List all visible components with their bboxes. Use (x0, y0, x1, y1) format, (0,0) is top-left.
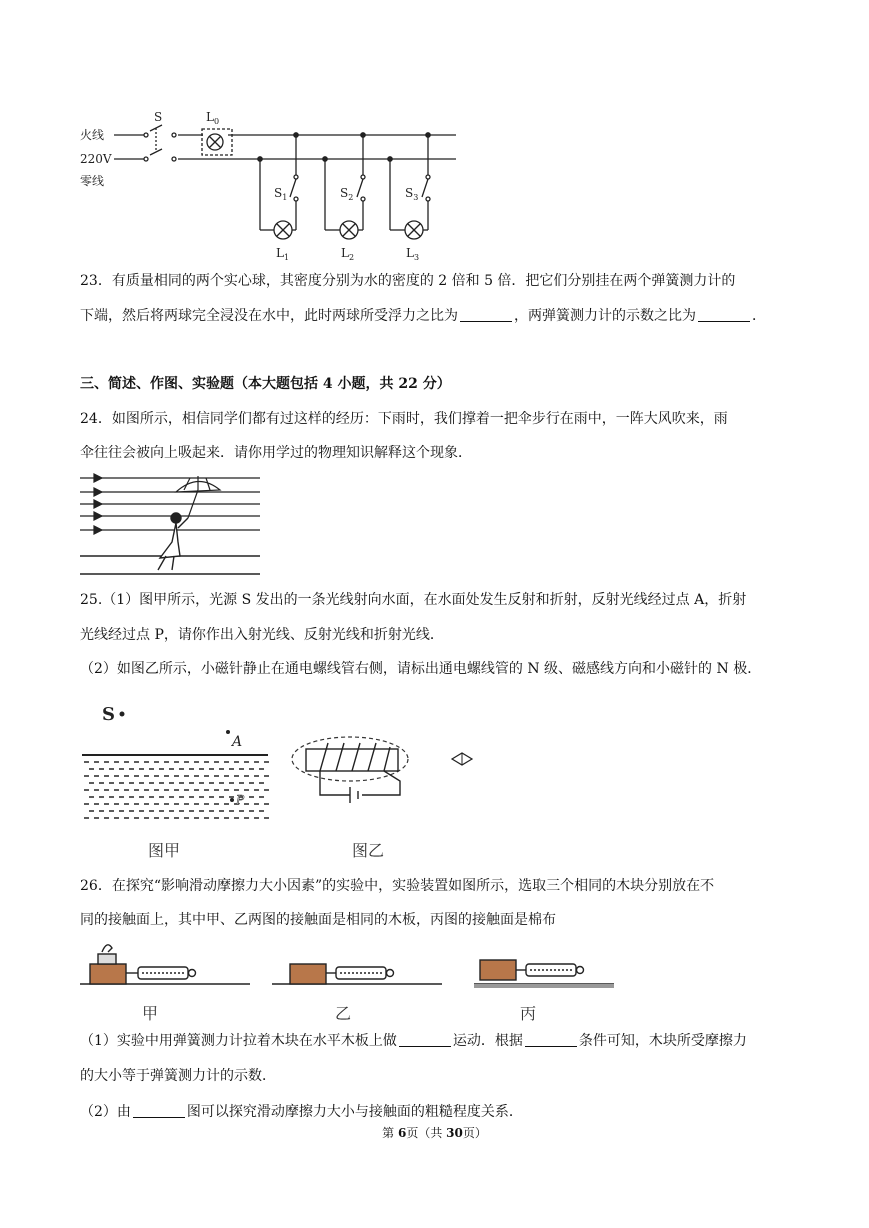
q25-line2: 光线经过点 P，请你作出入射光线、反射光线和折射光线． (80, 627, 444, 643)
main-switch-label: S (154, 110, 163, 124)
q25-line1: 25.（1）图甲所示，光源 S 发出的一条光线射向水面，在水面处发生反射和折射，反射光线经过点 A，折射 (80, 592, 747, 608)
q26-sub1-line1: （1）实验中用弹簧测力计拉着木块在水平木板上做 运动．根据 条件可知，木块所受摩擦力 (80, 1033, 747, 1049)
q26-blank1[interactable] (399, 1032, 451, 1047)
q23-blank1[interactable] (460, 307, 512, 322)
solenoid-figure (290, 725, 480, 825)
q26-line2: 同的接触面上，其中甲、乙两图的接触面是相同的木板，丙图的接触面是棉布 (80, 912, 556, 928)
voltage-label: 220V (80, 152, 112, 166)
page-number: 6 (397, 1126, 407, 1140)
section-heading: 三、简述、作图、实验题（本大题包括 4 小题，共 22 分） (80, 376, 451, 392)
q26-sub2: （2）由 图可以探究滑动摩擦力大小与接触面的粗糙程度关系． (80, 1104, 523, 1120)
q23-line2: 下端，然后将两球完全浸没在水中，此时两球所受浮力之比为 ，两弹簧测力计的示数之比为 ． (80, 308, 766, 324)
setup-label-a: 甲 (142, 1004, 159, 1023)
neutral-wire-label: 零线 (80, 174, 105, 188)
q24-line1: 24．如图所示，相信同学们都有过这样的经历：下雨时，我们撑着一把伞步行在雨中，一阵大风吹来，雨 (80, 411, 728, 427)
point-a-label: A (232, 734, 243, 750)
q23-blank2[interactable] (698, 307, 750, 322)
live-wire-label: 火线 (80, 128, 105, 142)
page-total: 30 (446, 1126, 463, 1140)
setup-label-c: 丙 (520, 1004, 537, 1023)
lamp1-label: $L_1$ (276, 246, 290, 262)
lamp2-label: $L_2$ (341, 246, 355, 262)
q26-line1: 26．在探究“影响滑动摩擦力大小因素”的实验中，实验装置如图所示，选取三个相同的木块分别放在不 (80, 878, 715, 894)
household-circuit-diagram (78, 105, 468, 270)
q25-line3: （2）如图乙所示，小磁针静止在通电螺线管右侧，请标出通电螺线管的 N 级、磁感线方向和小磁针的 N 极． (80, 661, 762, 677)
q26-sub1-line2: 的大小等于弹簧测力计的示数． (80, 1068, 276, 1084)
q26-blank3[interactable] (133, 1103, 185, 1118)
q24-line2: 伞往往会被向上吸起来．请你用学过的物理知识解释这个现象． (80, 445, 472, 461)
page-footer: 第 6页（共 30页） (382, 1126, 487, 1140)
switch2-label: $S_2$ (340, 186, 354, 202)
q26-blank2[interactable] (525, 1032, 577, 1047)
lamp3-label: $L_3$ (406, 246, 420, 262)
setup-label-b: 乙 (335, 1004, 352, 1023)
switch1-label: $S_1$ (274, 186, 288, 202)
friction-experiment-figure (80, 940, 620, 996)
lamp0-label: $L_0$ (206, 110, 220, 126)
q23-line1: 23．有质量相同的两个实心球，其密度分别为水的密度的 2 倍和 5 倍．把它们分别挂在两个弹簧测力计的 (80, 273, 736, 289)
figure-b-caption: 图乙 (352, 841, 385, 860)
switch3-label: $S_3$ (405, 186, 419, 202)
light-refraction-figure (80, 700, 270, 825)
umbrella-wind-figure (80, 470, 262, 580)
point-p-label: P (236, 793, 245, 807)
figure-a-caption: 图甲 (148, 841, 181, 860)
source-s-label: S (102, 704, 115, 725)
